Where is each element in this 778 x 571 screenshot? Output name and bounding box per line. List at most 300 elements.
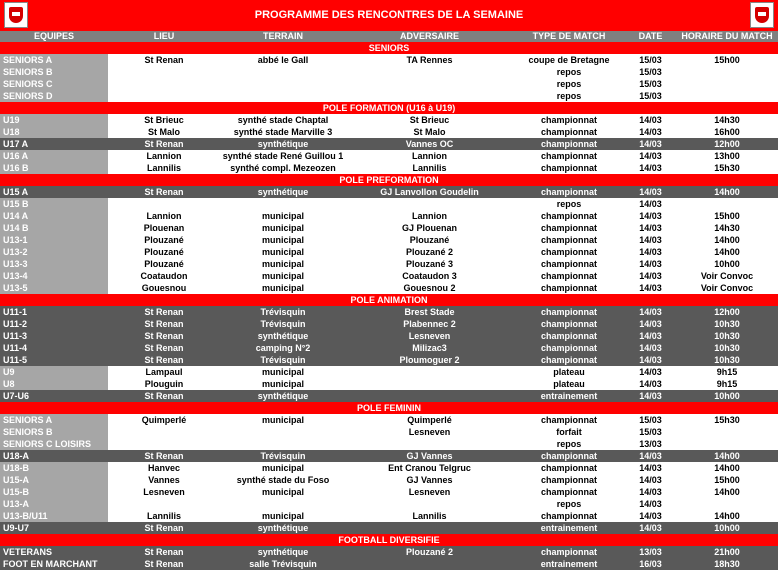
terrain-cell: synthétique [220,186,346,198]
lieu-cell: Lannilis [146,163,181,173]
lieu-cell: St Brieuc [144,115,184,125]
lieu-cell: St Renan [144,55,184,65]
team-cell: FOOT EN MARCHANT [0,558,108,570]
table-row [0,510,778,522]
terrain-cell: municipal [261,511,304,521]
team-cell: U15-A [0,474,108,486]
team-cell: SENIORS A [0,54,108,66]
match-type-cell: championnat [513,546,625,558]
terrain-cell: municipal [261,247,304,257]
section-header [0,102,778,114]
table-row [0,414,778,426]
horaire-cell: 14h30 [714,223,740,233]
table-row [0,366,778,378]
date-cell: 14/03 [639,475,662,485]
date-cell: 14/03 [639,127,662,137]
table-row [0,258,778,270]
horaire-cell: 9h15 [716,367,738,377]
match-type-cell: championnat [513,306,625,318]
terrain-cell [220,90,346,102]
table-row [0,126,778,138]
terrain-cell: synthé stade du Foso [236,475,330,485]
match-type-cell: championnat [540,271,597,281]
column-headers [0,31,778,42]
adversaire-cell: St Brieuc [409,115,450,125]
table-row [0,138,778,150]
date-cell: 15/03 [639,55,662,65]
date-cell: 14/03 [639,235,662,245]
match-type-cell: plateau [553,379,585,389]
adversaire-cell: Ent Cranou Telgruc [388,463,471,473]
adversaire-cell: Milizac3 [346,342,513,354]
table-row [0,306,778,318]
team-cell: U15 B [0,198,108,210]
table-row [0,114,778,126]
date-cell: 14/03 [625,354,676,366]
match-type-cell: entrainement [513,390,625,402]
horaire-cell [676,438,778,450]
horaire-cell [676,426,778,438]
adversaire-cell: TA Rennes [406,55,453,65]
terrain-cell: synthétique [220,546,346,558]
horaire-cell: 15h00 [714,211,740,221]
team-cell: U13-3 [0,258,108,270]
date-cell: 14/03 [625,318,676,330]
table-row [0,474,778,486]
column-header: DATE [638,31,663,41]
match-type-cell: championnat [513,318,625,330]
table-row [0,438,778,450]
team-cell: U15 A [0,186,108,198]
horaire-cell: 10h30 [676,342,778,354]
date-cell: 14/03 [639,199,662,209]
table-row [0,354,778,366]
adversaire-cell: Quimperlé [407,415,452,425]
column-header: TERRAIN [263,31,303,41]
terrain-cell: Trévisquin [220,306,346,318]
horaire-cell: 13h00 [714,151,740,161]
terrain-cell [220,198,346,210]
terrain-cell: synthé compl. Mezeozen [230,163,336,173]
date-cell: 13/03 [625,546,676,558]
match-type-cell: championnat [540,475,597,485]
adversaire-cell [346,198,513,210]
lieu-cell: Plouguin [144,379,184,389]
terrain-cell: Trévisquin [220,354,346,366]
terrain-cell [220,426,346,438]
date-cell: 14/03 [639,163,662,173]
adversaire-cell [346,438,513,450]
team-cell: U13-2 [0,246,108,258]
date-cell: 14/03 [625,186,676,198]
terrain-cell: synthé stade Chaptal [237,115,329,125]
adversaire-cell: St Malo [413,127,446,137]
lieu-cell: Plouzané [144,235,184,245]
match-type-cell: championnat [513,186,625,198]
section-header [0,402,778,414]
date-cell: 14/03 [625,522,676,534]
lieu-cell: St Renan [108,450,220,462]
lieu-cell: Lannilis [146,511,181,521]
match-type-cell: repos [556,79,582,89]
adversaire-cell: Plouzané [409,235,450,245]
lieu-cell: St Malo [147,127,180,137]
lieu-cell: Lannion [146,211,182,221]
team-cell: U13-1 [0,234,108,246]
table-row [0,378,778,390]
lieu-cell: Quimperlé [141,415,187,425]
team-cell: U13-5 [0,282,108,294]
table-row [0,498,778,510]
lieu-cell: Plouzané [144,259,184,269]
table-row [0,210,778,222]
terrain-cell: abbé le Gall [257,55,309,65]
adversaire-cell: Plouzané 3 [405,259,453,269]
horaire-cell: 18h30 [676,558,778,570]
adversaire-cell: Gouesnou 2 [403,283,456,293]
lieu-cell: St Renan [108,342,220,354]
match-type-cell: coupe de Bretagne [528,55,610,65]
match-type-cell: repos [556,91,582,101]
adversaire-cell: GJ Plouenan [401,223,457,233]
table-row [0,78,778,90]
section-header [0,534,778,546]
lieu-cell: St Renan [108,186,220,198]
match-type-cell: championnat [540,223,597,233]
adversaire-cell: Lannion [412,211,447,221]
table-row [0,246,778,258]
adversaire-cell [346,558,513,570]
adversaire-cell: Lesneven [408,487,451,497]
terrain-cell: municipal [261,235,304,245]
terrain-cell: synthé stade Marville 3 [233,127,333,137]
terrain-cell [220,78,346,90]
horaire-cell [676,90,778,102]
adversaire-cell: Vannes OC [346,138,513,150]
match-type-cell: repos [556,67,582,77]
section-title: POLE FORMATION (U16 à U19) [0,102,778,114]
lieu-cell [108,90,220,102]
lieu-cell: Plouenan [143,223,185,233]
match-type-cell: championnat [540,247,597,257]
table-row [0,426,778,438]
date-cell: 14/03 [625,138,676,150]
schedule-table [0,42,778,570]
adversaire-cell: Brest Stade [346,306,513,318]
team-cell: SENIORS B [0,426,108,438]
date-cell: 14/03 [625,330,676,342]
table-row [0,318,778,330]
horaire-cell: 15h00 [714,55,740,65]
match-type-cell: plateau [553,367,585,377]
lieu-cell [108,198,220,210]
horaire-cell: 10h30 [676,330,778,342]
table-row [0,390,778,402]
terrain-cell: municipal [261,211,304,221]
lieu-cell: Vannes [148,475,180,485]
terrain-cell: municipal [261,415,304,425]
page-title: PROGRAMME DES RENCONTRES DE LA SEMAINE [254,9,524,21]
team-cell: U7-U6 [0,390,108,402]
section-title: POLE ANIMATION [0,294,778,306]
section-header [0,42,778,54]
match-type-cell: entrainement [513,522,625,534]
team-cell: U18-B [0,462,108,474]
team-cell: U13-A [0,498,108,510]
column-header: ADVERSAIRE [399,31,459,41]
team-cell: SENIORS C LOISIRS [0,438,108,450]
lieu-cell: St Renan [108,558,220,570]
adversaire-cell: Plabennec 2 [346,318,513,330]
date-cell: 14/03 [639,463,662,473]
lieu-cell: Plouzané [144,247,184,257]
adversaire-cell: Lannion [412,151,447,161]
horaire-cell: 14h00 [714,463,740,473]
team-cell: U16 B [0,162,108,174]
team-cell: U13-4 [0,270,108,282]
date-cell: 15/03 [639,67,662,77]
team-cell: SENIORS B [0,66,108,78]
table-row [0,186,778,198]
adversaire-cell: Lannilis [412,511,447,521]
team-cell: SENIORS A [0,414,108,426]
date-cell: 14/03 [639,283,662,293]
date-cell: 14/03 [639,367,662,377]
horaire-cell: 15h30 [714,415,740,425]
terrain-cell: Trévisquin [220,450,346,462]
date-cell: 14/03 [639,211,662,221]
horaire-cell: 16h00 [714,127,740,137]
team-cell: U17 A [0,138,108,150]
table-row [0,234,778,246]
table-row [0,198,778,210]
horaire-cell: 14h00 [714,511,740,521]
terrain-cell: Trévisquin [220,318,346,330]
date-cell: 15/03 [639,427,662,437]
section-header [0,174,778,186]
horaire-cell [676,78,778,90]
terrain-cell: synthétique [220,390,346,402]
match-type-cell: championnat [540,511,597,521]
date-cell: 14/03 [639,511,662,521]
horaire-cell: 14h30 [714,115,740,125]
adversaire-cell: Plouzané 2 [405,247,453,257]
club-crest-icon [750,2,774,28]
lieu-cell: St Renan [108,306,220,318]
date-cell: 14/03 [639,487,662,497]
adversaire-cell: Plouzané 2 [346,546,513,558]
table-row [0,150,778,162]
table-row [0,342,778,354]
match-type-cell: championnat [513,450,625,462]
table-row [0,558,778,570]
date-cell: 14/03 [639,379,662,389]
horaire-cell: 14h00 [714,235,740,245]
terrain-cell: municipal [261,283,304,293]
horaire-cell: 10h00 [714,259,740,269]
table-row [0,522,778,534]
adversaire-cell: Lesneven [408,427,451,437]
horaire-cell [676,66,778,78]
column-header: EQUIPES [33,31,74,41]
terrain-cell [220,438,346,450]
team-cell: U19 [0,114,108,126]
match-type-cell: championnat [540,259,597,269]
lieu-cell: Lampaul [145,367,183,377]
team-cell: U13-B/U11 [0,510,108,522]
table-row [0,222,778,234]
team-cell: SENIORS C [0,78,108,90]
team-cell: VETERANS [0,546,108,558]
terrain-cell: synthé stade René Guillou 1 [222,151,344,161]
horaire-cell: 12h00 [676,306,778,318]
horaire-cell: 14h00 [676,186,778,198]
title-bar [0,0,778,31]
lieu-cell: Gouesnou [141,283,187,293]
table-row [0,462,778,474]
match-type-cell: championnat [540,151,597,161]
date-cell: 16/03 [625,558,676,570]
column-header: LIEU [153,31,175,41]
horaire-cell: 10h00 [676,390,778,402]
match-type-cell: forfait [556,427,582,437]
lieu-cell: St Renan [108,522,220,534]
section-title: POLE FEMININ [0,402,778,414]
match-type-cell: championnat [540,127,597,137]
team-cell: U18-A [0,450,108,462]
horaire-cell [676,498,778,510]
team-cell: U9 [0,366,108,378]
terrain-cell: camping N°2 [220,342,346,354]
terrain-cell: municipal [261,367,304,377]
match-type-cell: championnat [540,211,597,221]
adversaire-cell [346,66,513,78]
adversaire-cell [346,498,513,510]
terrain-cell: municipal [261,379,304,389]
team-cell: U11-1 [0,306,108,318]
match-type-cell: championnat [540,283,597,293]
adversaire-cell [346,366,513,378]
team-cell: U18 [0,126,108,138]
match-type-cell: championnat [540,235,597,245]
date-cell: 15/03 [639,79,662,89]
date-cell: 14/03 [639,259,662,269]
horaire-cell: 21h00 [676,546,778,558]
horaire-cell: 14h00 [714,487,740,497]
column-header: HORAIRE DU MATCH [681,31,773,41]
match-type-cell: championnat [540,163,597,173]
team-cell: SENIORS D [0,90,108,102]
team-cell: U11-4 [0,342,108,354]
team-cell: U11-5 [0,354,108,366]
team-cell: U9-U7 [0,522,108,534]
section-header [0,294,778,306]
table-row [0,330,778,342]
date-cell: 14/03 [639,247,662,257]
terrain-cell [220,498,346,510]
match-type-cell: championnat [540,463,597,473]
adversaire-cell [346,390,513,402]
terrain-cell: synthétique [220,138,346,150]
match-type-cell: repos [556,499,582,509]
table-row [0,162,778,174]
horaire-cell: 10h30 [676,354,778,366]
team-cell: U11-2 [0,318,108,330]
table-row [0,90,778,102]
column-header: TYPE DE MATCH [532,31,606,41]
adversaire-cell: GJ Lanvollon Goudelin [346,186,513,198]
terrain-cell: municipal [261,259,304,269]
date-cell: 14/03 [639,115,662,125]
terrain-cell [220,66,346,78]
horaire-cell [676,198,778,210]
table-row [0,282,778,294]
lieu-cell: Lannion [146,151,182,161]
team-cell: U11-3 [0,330,108,342]
date-cell: 14/03 [625,390,676,402]
horaire-cell: Voir Convoc [700,271,754,281]
match-type-cell: championnat [513,354,625,366]
date-cell: 14/03 [639,223,662,233]
terrain-cell: municipal [261,463,304,473]
team-cell: U16 A [0,150,108,162]
adversaire-cell: Lannilis [412,163,447,173]
horaire-cell: 15h30 [714,163,740,173]
lieu-cell: Hanvec [147,463,181,473]
horaire-cell: 15h00 [714,475,740,485]
adversaire-cell: GJ Vannes [406,475,453,485]
table-row [0,486,778,498]
team-cell: U8 [0,378,108,390]
section-title: FOOTBALL DIVERSIFIE [0,534,778,546]
lieu-cell: St Renan [108,546,220,558]
lieu-cell: Lesneven [143,487,185,497]
match-type-cell: entrainement [513,558,625,570]
table-row [0,450,778,462]
adversaire-cell [346,522,513,534]
match-type-cell: repos [556,439,582,449]
date-cell: 14/03 [639,271,662,281]
date-cell: 14/03 [625,342,676,354]
adversaire-cell [346,378,513,390]
match-type-cell: championnat [540,115,597,125]
lieu-cell [108,426,220,438]
match-type-cell: championnat [513,330,625,342]
horaire-cell: 9h15 [716,379,738,389]
terrain-cell: synthétique [220,330,346,342]
match-type-cell: championnat [540,487,597,497]
terrain-cell: municipal [261,223,304,233]
terrain-cell: municipal [261,271,304,281]
lieu-cell: St Renan [108,390,220,402]
section-title: POLE PREFORMATION [0,174,778,186]
horaire-cell: 14h00 [676,450,778,462]
horaire-cell: 12h00 [676,138,778,150]
date-cell: 14/03 [625,306,676,318]
lieu-cell [108,66,220,78]
date-cell: 14/03 [639,499,662,509]
match-type-cell: championnat [513,138,625,150]
date-cell: 14/03 [625,450,676,462]
lieu-cell: St Renan [108,318,220,330]
lieu-cell [108,438,220,450]
match-type-cell: championnat [540,415,597,425]
date-cell: 13/03 [639,439,662,449]
lieu-cell: Coataudon [140,271,188,281]
lieu-cell [108,78,220,90]
adversaire-cell [346,78,513,90]
team-cell: U14 B [0,222,108,234]
